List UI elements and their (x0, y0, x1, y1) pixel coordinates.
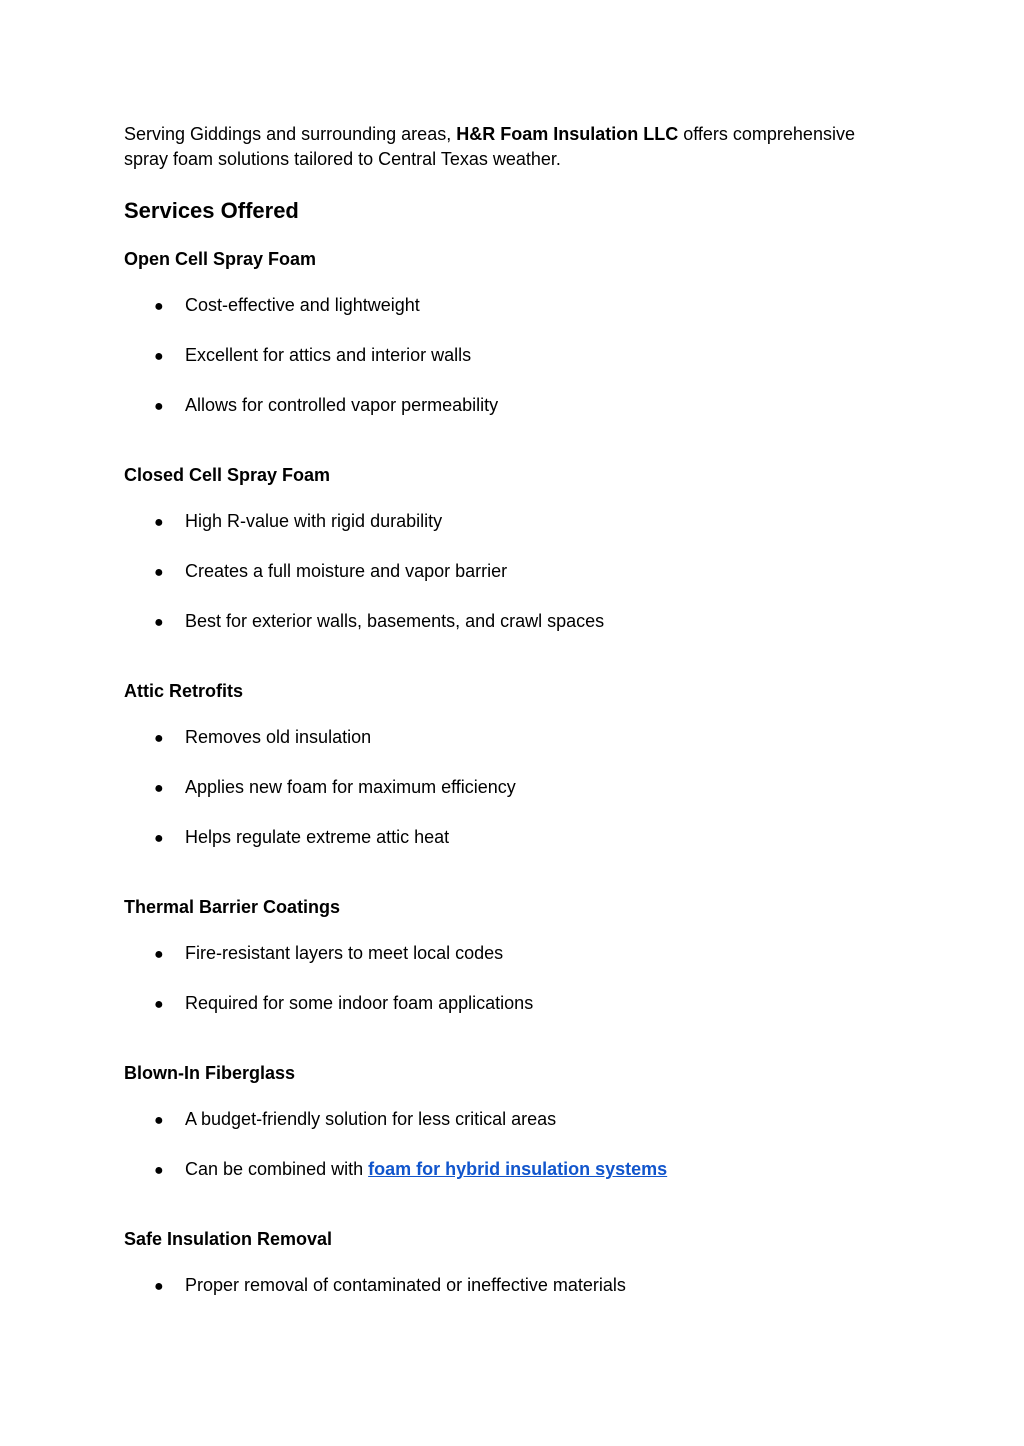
bullet-icon: ● (154, 1278, 164, 1295)
bullet-icon: ● (154, 1162, 164, 1179)
bullet-icon: ● (154, 730, 164, 747)
bullet-icon: ● (154, 780, 164, 797)
services-heading: Services Offered (124, 198, 299, 223)
intro-prefix: Serving Giddings and surrounding areas, (124, 124, 457, 144)
bullet-icon: ● (154, 564, 164, 581)
list-item-text: Excellent for attics and interior walls (185, 345, 472, 365)
bullet-icon: ● (154, 996, 164, 1013)
list-item (154, 775, 516, 801)
list-item (154, 825, 449, 851)
bullet-icon: ● (154, 946, 164, 963)
list-item-text: Allows for controlled vapor permeability (185, 395, 499, 415)
list-item-text: Proper removal of contaminated or ineffective materials (185, 1275, 626, 1295)
list-item (154, 393, 498, 419)
section-title-closed-cell: Closed Cell Spray Foam (124, 465, 331, 485)
hybrid-insulation-link[interactable]: foam for hybrid insulation systems (368, 1159, 668, 1179)
company-name: H&R Foam Insulation LLC (456, 124, 679, 144)
list-item (154, 1157, 667, 1183)
list-item-text: Best for exterior walls, basements, and crawl spaces (185, 611, 605, 631)
intro-line2: spray foam solutions tailored to Central Texas weather. (124, 149, 561, 169)
list-item (154, 293, 420, 319)
section-title-thermal-barrier: Thermal Barrier Coatings (124, 897, 341, 917)
list-item-text: Required for some indoor foam applications (185, 993, 534, 1013)
list-item-text: Can be combined with (185, 1159, 369, 1179)
bullet-icon: ● (154, 298, 164, 315)
bullet-icon: ● (154, 398, 164, 415)
bullet-icon: ● (154, 830, 164, 847)
section-title-blown-in: Blown-In Fiberglass (124, 1063, 296, 1083)
list-item (154, 941, 503, 967)
list-item (154, 509, 442, 535)
list-item-text: Fire-resistant layers to meet local codes (185, 943, 504, 963)
section-title-open-cell: Open Cell Spray Foam (124, 249, 317, 269)
bullet-icon: ● (154, 348, 164, 365)
intro-paragraph (124, 122, 924, 172)
list-item (154, 725, 371, 751)
list-item (154, 1273, 626, 1299)
list-item-text: Applies new foam for maximum efficiency (185, 777, 516, 797)
list-item (154, 991, 533, 1017)
section-title-safe-removal: Safe Insulation Removal (124, 1229, 333, 1249)
list-item (154, 1107, 556, 1133)
list-item-text: High R-value with rigid durability (185, 511, 443, 531)
list-item-text: Cost-effective and lightweight (185, 295, 420, 315)
intro-suffix: offers comprehensive (678, 124, 855, 144)
bullet-icon: ● (154, 614, 164, 631)
list-item (154, 343, 471, 369)
list-item-text: Creates a full moisture and vapor barrier (185, 561, 508, 581)
list-item-text: A budget-friendly solution for less critical areas (185, 1109, 557, 1129)
list-item (154, 609, 604, 635)
list-item-text: Helps regulate extreme attic heat (185, 827, 450, 847)
list-item (154, 559, 507, 585)
bullet-icon: ● (154, 1112, 164, 1129)
section-title-attic-retrofits: Attic Retrofits (124, 681, 244, 701)
bullet-icon: ● (154, 514, 164, 531)
list-item-text: Removes old insulation (185, 727, 372, 747)
